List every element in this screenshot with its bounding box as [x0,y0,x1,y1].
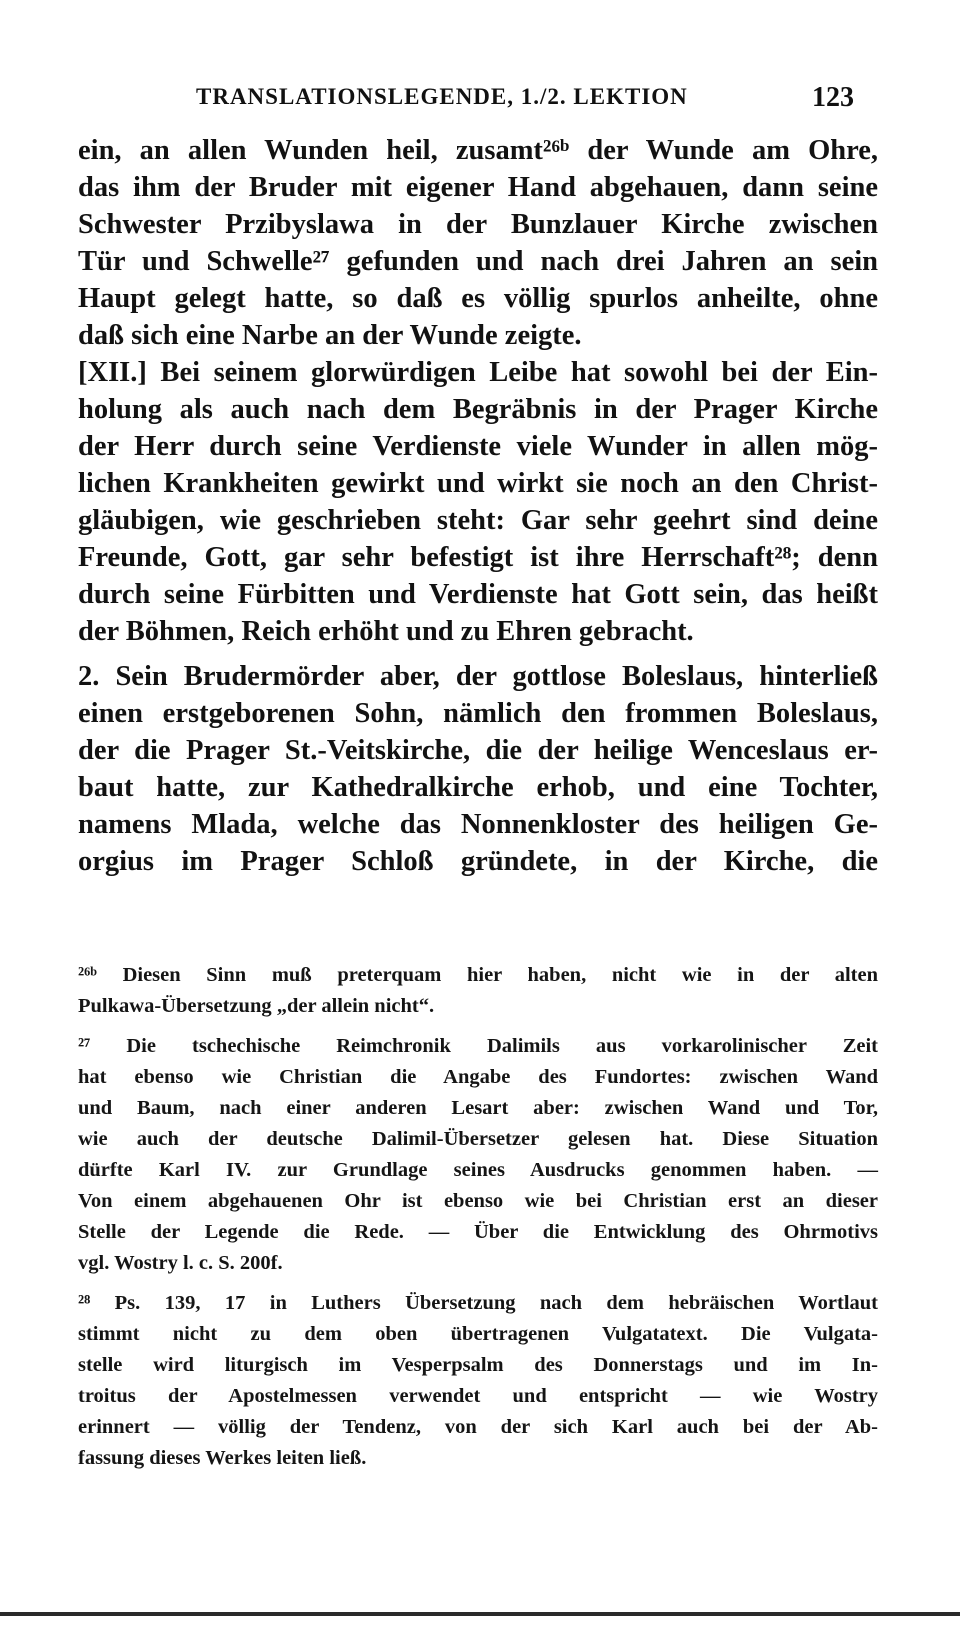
text-line: der Böhmen, Reich erhöht und zu Ehren gebracht. [78,616,694,647]
footnote-line: Von einem abgehauenen Ohr ist ebenso wie bei Christian erst an dieser [78,1190,878,1212]
text-line: Freunde, Gott, gar sehr befestigt ist ihre Herrschaft²⁸; denn [78,542,878,573]
text-line: einen erstgeborenen Sohn, nämlich den frommen Boleslaus, [78,698,878,729]
footnotes [78,960,878,1474]
page-number: 123 [812,82,854,113]
text-line: holung als auch nach dem Begräbnis in der Prager Kirche [78,394,878,425]
scan-edge-line [0,1612,960,1616]
text-line: der Herr durch seine Verdienste viele Wunder in allen mög- [78,431,878,462]
footnote-line: Pulkawa-Übersetzung „der allein nicht“. [78,995,435,1017]
footnote-line: dürfte Karl IV. zur Grundlage seines Ausdrucks genommen haben. — [78,1159,878,1181]
footnote-line: ²⁸ Ps. 139, 17 in Luthers Übersetzung nach dem hebräischen Wortlaut [78,1292,878,1314]
text-line: daß sich eine Narbe an der Wunde zeigte. [78,320,582,351]
text-line: Tür und Schwelle²⁷ gefunden und nach drei Jahren an sein [78,246,878,277]
text-line: namens Mlada, welche das Nonnenkloster des heiligen Ge- [78,809,878,840]
main-text [78,132,878,880]
footnote-line: vgl. Wostry l. c. S. 200f. [78,1252,283,1274]
footnote-line: ²⁶ᵇ Diesen Sinn muß preterquam hier haben, nicht wie in der alten [78,964,878,986]
footnote-line: erinnert — völlig der Tendenz, von der sich Karl auch bei der Ab- [78,1416,878,1438]
footnote-line: stelle wird liturgisch im Vesperpsalm des Donnerstags und im In- [78,1354,878,1376]
text-line: 2. Sein Brudermörder aber, der gottlose Boleslaus, hinterließ [78,661,878,692]
footnote-line: Stelle der Legende die Rede. — Über die Entwicklung des Ohrmotivs [78,1221,878,1243]
text-line: der die Prager St.-Veitskirche, die der heilige Wenceslaus er- [78,735,878,766]
text-line: durch seine Fürbitten und Verdienste hat Gott sein, das heißt [78,579,878,610]
text-line: lichen Krankheiten gewirkt und wirkt sie noch an den Christ- [78,468,878,499]
text-line: Haupt gelegt hatte, so daß es völlig spurlos anheilte, ohne [78,283,878,314]
footnote-line: und Baum, nach einer anderen Lesart aber: zwischen Wand und Tor, [78,1097,878,1119]
text-line: baut hatte, zur Kathedralkirche erhob, und eine Tochter, [78,772,878,803]
footnote-line: troitus der Apostelmessen verwendet und entspricht — wie Wostry [78,1385,878,1407]
footnote-line: stimmt nicht zu dem oben übertragenen Vulgatatext. Die Vulgata- [78,1323,878,1345]
text-line: gläubigen, wie geschrieben steht: Gar sehr geehrt sind deine [78,505,878,536]
text-line: Schwester Przibyslawa in der Bunzlauer Kirche zwischen [78,209,878,240]
text-line: das ihm der Bruder mit eigener Hand abgehauen, dann seine [78,172,878,203]
footnote-line: hat ebenso wie Christian die Angabe des Fundortes: zwischen Wand [78,1066,878,1088]
running-title: TRANSLATIONSLEGENDE, 1./2. LEKTION [196,84,688,109]
footnote-line: wie auch der deutsche Dalimil-Übersetzer gelesen hat. Diese Situation [78,1128,878,1150]
text-line: ein, an allen Wunden heil, zusamt²⁶ᵇ der Wunde am Ohre, [78,135,878,166]
footnote-line: fassung dieses Werkes leiten ließ. [78,1447,367,1469]
footnote-line: ²⁷ Die tschechische Reimchronik Dalimils aus vorkarolinischer Zeit [78,1035,878,1057]
text-line: [XII.] Bei seinem glorwürdigen Leibe hat sowohl bei der Ein- [78,357,878,388]
text-line: orgius im Prager Schloß gründete, in der Kirche, die [78,846,878,877]
